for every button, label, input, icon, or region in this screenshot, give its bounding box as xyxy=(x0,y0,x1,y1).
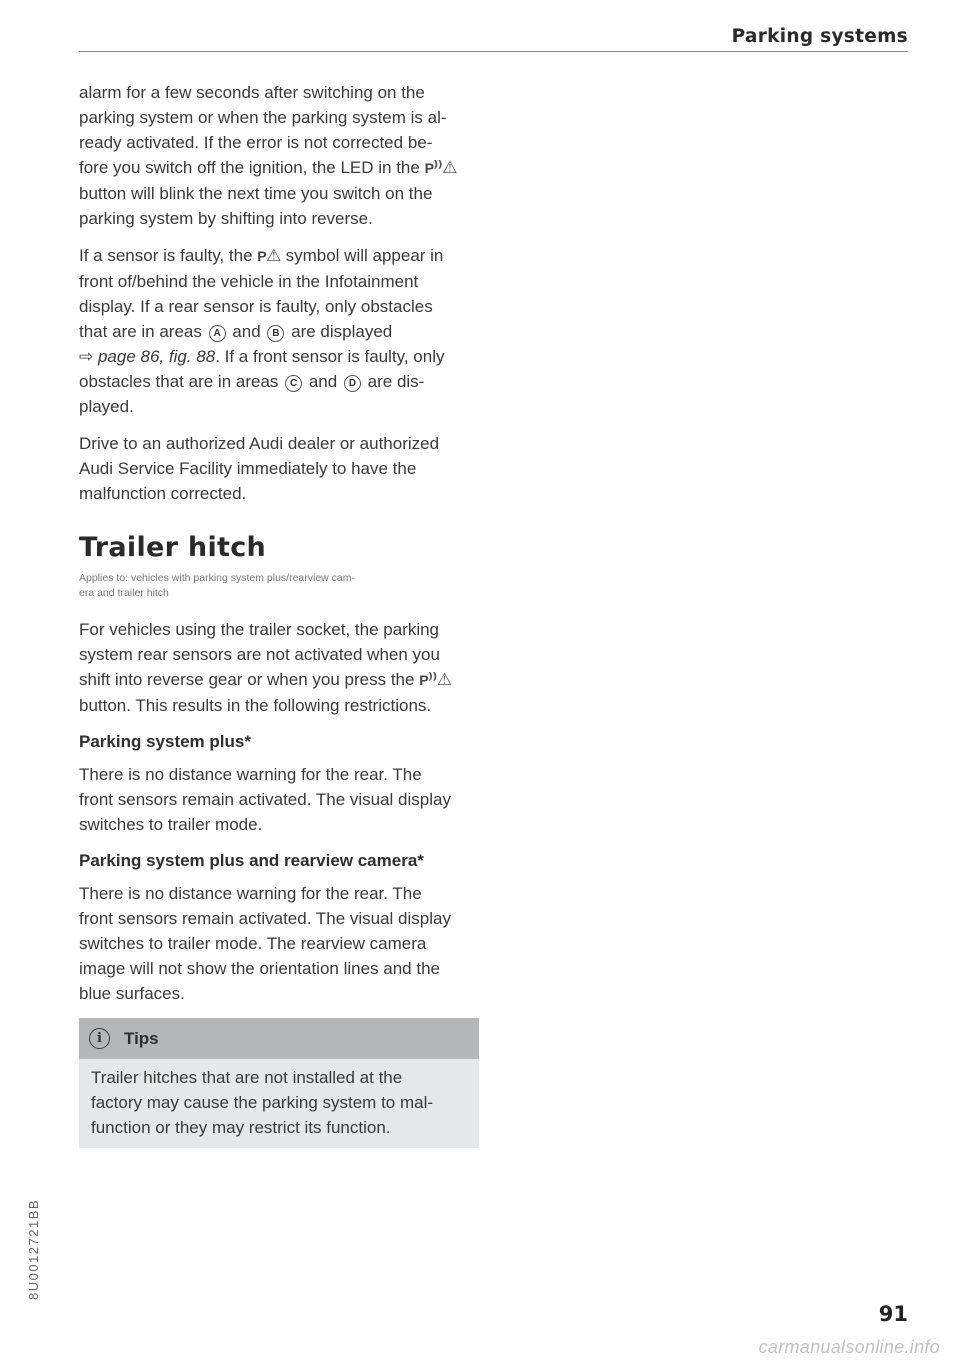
paragraph-drive-to-dealer xyxy=(79,431,479,506)
text-line: parking system by shifting into reverse. xyxy=(79,209,373,228)
text-line: function or they may restrict its function. xyxy=(91,1118,391,1137)
header-rule xyxy=(79,51,908,52)
parking-button-icon xyxy=(425,160,457,176)
watermark: carmanualsonline.info xyxy=(758,1337,940,1357)
text-fragment: . If a front sensor is faulty, only xyxy=(215,347,445,366)
text-fragment: and xyxy=(227,322,266,341)
text-line xyxy=(79,344,479,369)
text-column xyxy=(79,80,479,1148)
text-line: blue surfaces. xyxy=(79,984,185,1003)
text-line: For vehicles using the trailer socket, the parking xyxy=(79,620,440,639)
text-line: era and trailer hitch xyxy=(79,587,169,599)
paragraph-error-alarm xyxy=(79,80,479,231)
parking-sensor-symbol: ⁾⁾⚠ xyxy=(433,158,457,177)
text-line xyxy=(79,155,479,181)
text-line xyxy=(79,319,479,344)
parking-button-letter: P xyxy=(419,672,429,688)
text-line: image will not show the orientation lines and the xyxy=(79,959,440,978)
text-line: Audi Service Facility immediately to have the xyxy=(79,459,417,478)
text-line xyxy=(79,369,479,394)
text-line: There is no distance warning for the rear. The xyxy=(79,884,422,903)
text-line: front of/behind the vehicle in the Infotainment xyxy=(79,272,419,291)
trailer-hitch-heading: Trailer hitch xyxy=(79,532,267,563)
area-b-marker: B xyxy=(267,325,284,342)
text-fragment: obstacles that are in areas xyxy=(79,372,284,391)
text-line: display. If a rear sensor is faulty, only obstacles xyxy=(79,297,433,316)
text-fragment: If a sensor is faulty, the xyxy=(79,246,258,265)
text-line: parking system or when the parking system is al- xyxy=(79,108,447,127)
tips-box xyxy=(79,1018,479,1148)
applies-to-note xyxy=(79,571,479,601)
parking-system-plus-heading: Parking system plus* xyxy=(79,732,251,751)
tips-body xyxy=(79,1059,479,1140)
area-c-marker: C xyxy=(285,375,302,392)
document-code: 8U0012721BB xyxy=(26,1198,41,1300)
info-icon: i xyxy=(89,1028,110,1049)
page-reference-link[interactable]: ⇨ page 86, fig. 88 xyxy=(79,347,216,366)
parking-sensor-symbol: ⁾⁾⚠ xyxy=(428,670,452,689)
tips-label: Tips xyxy=(124,1028,159,1048)
text-line: ready activated. If the error is not corrected be- xyxy=(79,133,433,152)
parking-system-camera-heading: Parking system plus and rearview camera* xyxy=(79,851,424,870)
text-line: front sensors remain activated. The visual display xyxy=(79,909,451,928)
text-line: Applies to: vehicles with parking system plus/rearview cam- xyxy=(79,572,356,584)
text-fragment: and xyxy=(304,372,342,391)
parking-button-letter: P xyxy=(424,160,434,176)
text-line: factory may cause the parking system to mal- xyxy=(91,1093,434,1112)
text-line: Trailer hitches that are not installed at the xyxy=(91,1068,403,1087)
text-line: malfunction corrected. xyxy=(79,484,247,503)
text-line xyxy=(79,243,479,269)
paragraph-trailer-socket xyxy=(79,617,479,718)
parking-button-letter: P xyxy=(257,248,267,264)
text-fragment: fore you switch off the ignition, the LED in the xyxy=(79,158,425,177)
faulty-sensor-icon xyxy=(257,248,281,264)
text-line: button. This results in the following restrictions. xyxy=(79,696,432,715)
warning-symbol: ⚠ xyxy=(266,246,281,265)
text-line: switches to trailer mode. The rearview camera xyxy=(79,934,427,953)
text-line: played. xyxy=(79,397,134,416)
text-line: Drive to an authorized Audi dealer or authorized xyxy=(79,434,440,453)
paragraph-sensor-faulty xyxy=(79,243,479,419)
text-line: system rear sensors are not activated when you xyxy=(79,645,440,664)
area-d-marker: D xyxy=(344,375,361,392)
area-a-marker: A xyxy=(209,325,226,342)
text-fragment: are displayed xyxy=(286,322,393,341)
section-title: Parking systems xyxy=(731,26,908,47)
parking-button-icon xyxy=(419,672,451,688)
tips-header xyxy=(79,1018,479,1059)
page-number: 91 xyxy=(878,1302,908,1326)
paragraph-parking-system-camera xyxy=(79,881,479,1006)
text-line: front sensors remain activated. The visual display xyxy=(79,790,451,809)
text-fragment: symbol will appear in xyxy=(280,246,444,265)
text-line: alarm for a few seconds after switching on the xyxy=(79,83,425,102)
text-line: button will blink the next time you switch on the xyxy=(79,184,433,203)
text-line xyxy=(79,667,479,693)
text-line: There is no distance warning for the rear. The xyxy=(79,765,422,784)
text-fragment: that are in areas xyxy=(79,322,207,341)
text-fragment: are dis- xyxy=(362,372,425,391)
text-fragment: shift into reverse gear or when you press the xyxy=(79,670,420,689)
paragraph-parking-system-plus xyxy=(79,762,479,837)
text-line: switches to trailer mode. xyxy=(79,815,263,834)
